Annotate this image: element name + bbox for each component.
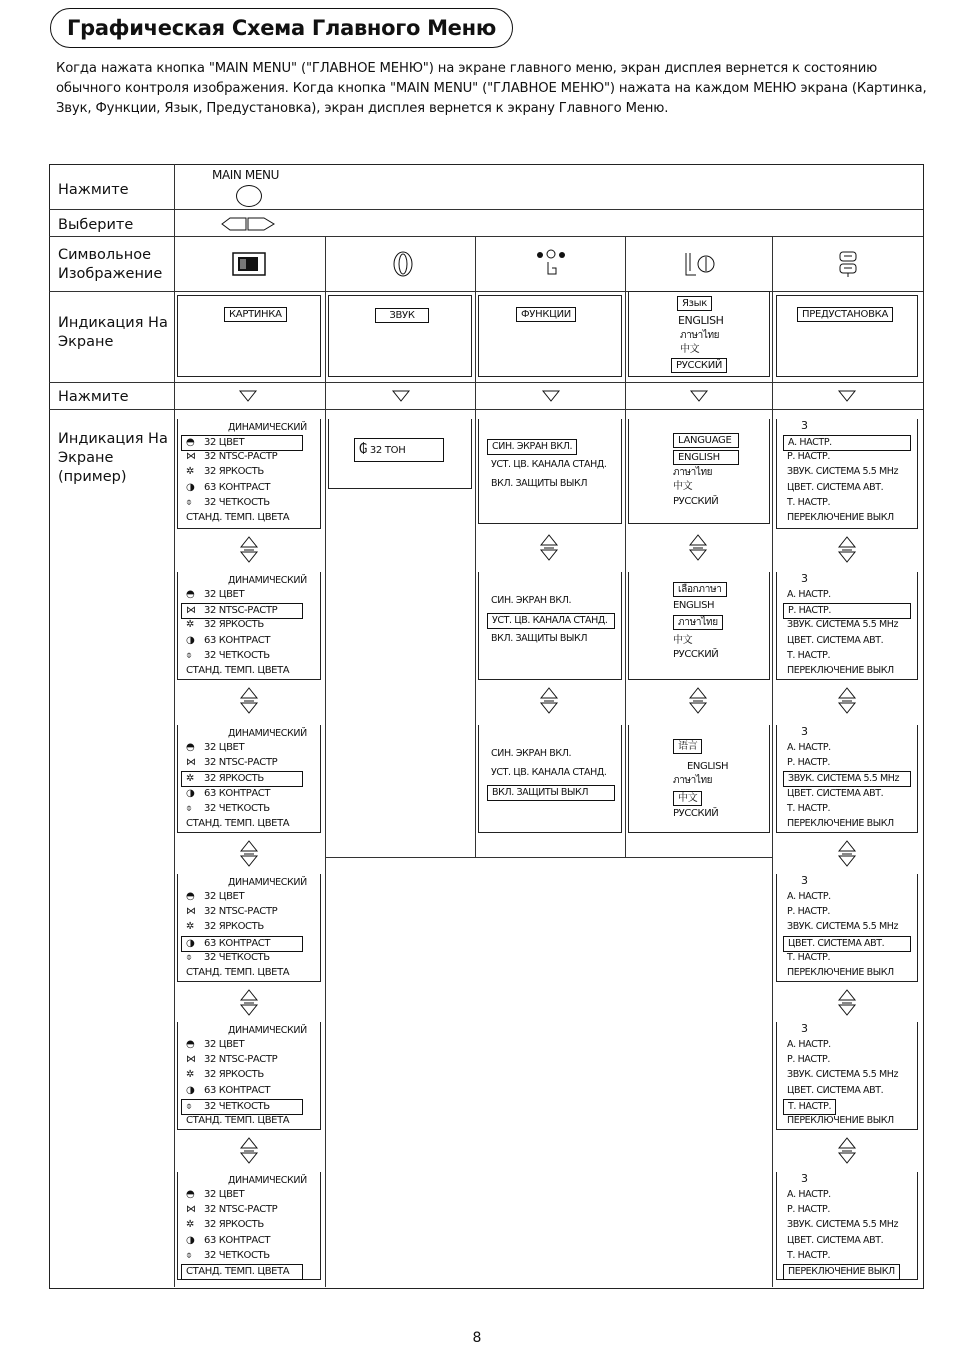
- up-down-arrow-icon[interactable]: [687, 533, 709, 563]
- functions-example-panel: [478, 419, 622, 524]
- picture-item-ntsc[interactable]: [186, 1203, 277, 1217]
- picture-item-ntsc[interactable]: [186, 905, 277, 919]
- brightness-icon: ✲: [186, 466, 194, 478]
- preset-menu-icon: [836, 250, 860, 278]
- preset-example-panel: [776, 1022, 918, 1130]
- preset-item-switch[interactable]: ПЕРЕКЛЮЧЕНИЕ ВЫКЛ: [787, 512, 894, 523]
- sharpness-icon: ⌽: [186, 951, 192, 963]
- picture-item-label: 63 КОНТРАСТ: [204, 1084, 271, 1096]
- preset-item-t[interactable]: Т. НАСТР.: [783, 1099, 836, 1115]
- language-item-russian[interactable]: РУССКИЙ: [673, 808, 719, 819]
- functions-item-prot[interactable]: ВКЛ. ЗАЩИТЫ ВЫКЛ: [487, 785, 615, 801]
- preset-item-sound[interactable]: ЗВУК. СИСТЕМА 5.5 MHz: [787, 1069, 899, 1081]
- language-option-thai[interactable]: ภาษาไทย: [680, 330, 720, 341]
- picture-item-label: 32 ЯРКОСТЬ: [204, 921, 264, 933]
- picture-item-bright[interactable]: [186, 1218, 264, 1232]
- up-down-arrow-icon[interactable]: [238, 988, 260, 1018]
- ntsc-icon: ⋈: [186, 757, 196, 769]
- picture-item-contrast[interactable]: [186, 634, 270, 648]
- down-arrow-icon[interactable]: [689, 389, 709, 403]
- preset-channel-number: 3: [801, 874, 808, 887]
- language-example-panel: [628, 725, 770, 833]
- picture-item-label: 32 ЯРКОСТЬ: [204, 1219, 264, 1231]
- brightness-icon: ✲: [186, 1069, 194, 1081]
- picture-menu-icon: [231, 251, 267, 277]
- row-label-symbol: Символьное Изображение: [58, 247, 163, 282]
- preset-item-sound[interactable]: ЗВУК. СИСТЕМА 5.5 MHz: [783, 771, 911, 787]
- picture-mode: ДИНАМИЧЕСКИЙ: [228, 575, 307, 586]
- preset-item-p[interactable]: Р. НАСТР.: [787, 757, 830, 769]
- up-down-arrow-icon[interactable]: [238, 535, 260, 565]
- onscreen-preset-panel: [776, 295, 918, 377]
- picture-item-label: 63 КОНТРАСТ: [204, 787, 271, 799]
- functions-item-blue[interactable]: СИН. ЭКРАН ВКЛ.: [491, 595, 572, 606]
- preset-item-t[interactable]: Т. НАСТР.: [787, 649, 831, 661]
- up-down-arrow-icon[interactable]: [836, 535, 858, 565]
- picture-item-label: 32 ЦВЕТ: [204, 891, 245, 902]
- picture-item-label: 32 ЧЕТКОСТЬ: [204, 951, 270, 963]
- picture-menu-item[interactable]: КАРТИНКА: [224, 307, 287, 322]
- preset-item-a[interactable]: А. НАСТР.: [787, 891, 831, 902]
- picture-item-label: 32 ЯРКОСТЬ: [204, 466, 264, 478]
- preset-item-p[interactable]: Р. НАСТР.: [783, 603, 911, 619]
- picture-item-bright[interactable]: [186, 920, 264, 934]
- functions-item-chan[interactable]: УСТ. ЦВ. КАНАЛА СТАНД.: [491, 767, 607, 778]
- picture-item-label: СТАНД. ТЕМП. ЦВЕТА: [186, 665, 290, 676]
- language-item-russian[interactable]: РУССКИЙ: [673, 496, 719, 507]
- down-arrow-icon[interactable]: [391, 389, 411, 403]
- picture-item-ntsc[interactable]: [181, 603, 303, 619]
- row-label-onscreen: Индикация На Экране: [58, 315, 168, 350]
- preset-item-t[interactable]: Т. НАСТР.: [787, 951, 831, 963]
- row-divider: [49, 409, 923, 410]
- picture-example-panel: [177, 874, 321, 982]
- functions-item-prot[interactable]: ВКЛ. ЗАЩИТЫ ВЫКЛ: [491, 633, 588, 644]
- preset-channel-number: 3: [801, 419, 808, 432]
- down-arrow-icon[interactable]: [541, 389, 561, 403]
- language-item-thai_title[interactable]: เลือกภาษา: [673, 582, 727, 597]
- color-icon: ◓: [186, 437, 195, 448]
- down-arrow-icon[interactable]: [837, 389, 857, 403]
- sharpness-icon: ⌽: [186, 649, 192, 661]
- language-item-thai[interactable]: ภาษาไทย: [673, 615, 723, 630]
- col-divider: [174, 164, 175, 1287]
- preset-item-switch[interactable]: ПЕРЕКЛЮЧЕНИЕ ВЫКЛ: [787, 1115, 894, 1126]
- picture-item-label: СТАНД. ТЕМП. ЦВЕТА: [186, 1266, 290, 1277]
- onscreen-picture-panel: [177, 295, 321, 377]
- picture-item-color[interactable]: [186, 890, 244, 904]
- color-icon: ◓: [186, 891, 195, 902]
- color-icon: ◓: [186, 742, 195, 753]
- functions-menu-icon: [535, 248, 567, 280]
- language-menu-icon: [682, 249, 718, 279]
- picture-item-label: 32 ЯРКОСТЬ: [204, 1069, 264, 1081]
- picture-item-color[interactable]: [186, 1188, 244, 1202]
- picture-item-contrast[interactable]: [181, 936, 303, 952]
- picture-item-label: 32 NTSC-РАСТР: [204, 757, 278, 769]
- left-right-select-icon[interactable]: [218, 216, 280, 232]
- up-down-arrow-icon[interactable]: [687, 686, 709, 716]
- picture-mode: ДИНАМИЧЕСКИЙ: [228, 1175, 307, 1186]
- up-down-arrow-icon[interactable]: [238, 839, 260, 869]
- up-down-arrow-icon[interactable]: [238, 686, 260, 716]
- functions-item-chan[interactable]: УСТ. ЦВ. КАНАЛА СТАНД.: [491, 459, 607, 470]
- onscreen-sound-panel: [328, 295, 472, 377]
- picture-item-temp[interactable]: [186, 1114, 289, 1128]
- picture-item-label: 32 NTSC-РАСТР: [204, 1054, 278, 1066]
- language-option-russian[interactable]: РУССКИЙ: [671, 358, 727, 373]
- main-menu-label: MAIN MENU: [212, 168, 279, 182]
- language-item-english[interactable]: ENGLISH: [673, 450, 739, 465]
- preset-item-a[interactable]: А. НАСТР.: [787, 589, 831, 600]
- contrast-icon: ◑: [186, 634, 195, 646]
- ntsc-icon: ⋈: [186, 1204, 196, 1216]
- picture-item-color[interactable]: [186, 588, 244, 602]
- picture-mode: ДИНАМИЧЕСКИЙ: [228, 1025, 307, 1036]
- picture-item-label: СТАНД. ТЕМП. ЦВЕТА: [186, 1115, 290, 1126]
- picture-item-label: 32 NTSC-РАСТР: [204, 906, 278, 918]
- picture-item-label: 32 ЧЕТКОСТЬ: [204, 802, 270, 814]
- preset-channel-number: 3: [801, 1022, 808, 1035]
- picture-item-label: 32 ЯРКОСТЬ: [204, 619, 264, 631]
- contrast-icon: ◑: [186, 787, 195, 799]
- down-arrow-icon[interactable]: [238, 389, 258, 403]
- picture-item-sharp[interactable]: [186, 802, 270, 816]
- onscreen-language-panel: [628, 291, 770, 377]
- col-divider: [625, 236, 626, 857]
- row-divider: [49, 236, 923, 237]
- sharpness-icon: ⌽: [186, 1249, 192, 1261]
- row-divider: [325, 857, 772, 858]
- preset-item-sound[interactable]: ЗВУК. СИСТЕМА 5.5 MHz: [787, 1219, 899, 1231]
- ntsc-icon: ⋈: [186, 605, 196, 617]
- preset-example-panel: [776, 1172, 918, 1280]
- col-divider: [325, 236, 326, 857]
- functions-example-panel: [478, 725, 622, 833]
- language-item-chinese_title[interactable]: 语言: [673, 739, 702, 754]
- preset-item-switch[interactable]: ПЕРЕКЛЮЧЕНИЕ ВЫКЛ: [787, 665, 894, 676]
- functions-item-chan[interactable]: УСТ. ЦВ. КАНАЛА СТАНД.: [487, 613, 615, 629]
- picture-example-panel: [177, 1172, 321, 1280]
- preset-item-sound[interactable]: ЗВУК. СИСТЕМА 5.5 MHz: [787, 619, 899, 631]
- preset-item-color[interactable]: ЦВЕТ. СИСТЕМА АВТ.: [787, 634, 884, 646]
- picture-item-label: 63 КОНТРАСТ: [204, 634, 271, 646]
- preset-menu-item[interactable]: ПРЕДУСТАНОВКА: [797, 307, 893, 322]
- preset-channel-number: 3: [801, 1172, 808, 1185]
- picture-item-label: 32 ЧЕТКОСТЬ: [204, 496, 270, 508]
- contrast-icon: ◑: [186, 937, 195, 949]
- preset-example-panel: [776, 725, 918, 833]
- picture-mode: ДИНАМИЧЕСКИЙ: [228, 728, 307, 739]
- picture-item-temp[interactable]: [186, 664, 289, 678]
- picture-example-panel: [177, 419, 321, 529]
- preset-item-sound[interactable]: ЗВУК. СИСТЕМА 5.5 MHz: [787, 921, 899, 933]
- sound-menu-item[interactable]: ЗВУК: [375, 308, 429, 323]
- picture-item-label: 32 ЦВЕТ: [204, 1039, 245, 1050]
- brightness-icon: ✲: [186, 1219, 194, 1231]
- tone-item[interactable]: [354, 438, 444, 462]
- tone-label: 32 ТОН: [369, 445, 406, 456]
- picture-item-sharp[interactable]: [186, 951, 270, 965]
- row-divider: [49, 382, 923, 383]
- language-example-panel: [628, 419, 770, 524]
- picture-item-sharp[interactable]: [186, 496, 270, 510]
- onscreen-functions-panel: [478, 295, 622, 377]
- main-menu-button-icon[interactable]: [236, 185, 262, 207]
- preset-item-switch[interactable]: ПЕРЕКЛЮЧЕНИЕ ВЫКЛ: [787, 818, 894, 829]
- picture-item-contrast[interactable]: [186, 481, 270, 495]
- preset-item-t[interactable]: Т. НАСТР.: [787, 802, 831, 814]
- picture-item-sharp[interactable]: [186, 1249, 270, 1263]
- page-title: Графическая Схема Главного Меню: [50, 8, 513, 48]
- up-down-arrow-icon[interactable]: [836, 988, 858, 1018]
- preset-item-t[interactable]: Т. НАСТР.: [787, 496, 831, 508]
- sharpness-icon: ⌽: [186, 1100, 192, 1112]
- picture-item-label: 32 ЧЕТКОСТЬ: [204, 1100, 270, 1112]
- preset-item-color[interactable]: ЦВЕТ. СИСТЕМА АВТ.: [787, 1234, 884, 1246]
- picture-item-label: 32 ЦВЕТ: [204, 589, 245, 600]
- sound-menu-icon: [391, 250, 415, 278]
- functions-item-prot[interactable]: ВКЛ. ЗАЩИТЫ ВЫКЛ: [491, 478, 588, 489]
- functions-item-blue[interactable]: СИН. ЭКРАН ВКЛ.: [491, 748, 572, 759]
- brightness-icon: ✲: [186, 921, 194, 933]
- picture-item-label: СТАНД. ТЕМП. ЦВЕТА: [186, 512, 290, 523]
- picture-item-temp[interactable]: [186, 966, 289, 980]
- picture-item-bright[interactable]: [186, 465, 264, 479]
- preset-item-switch[interactable]: ПЕРЕКЛЮЧЕНИЕ ВЫКЛ: [783, 1264, 900, 1280]
- language-item-chinese[interactable]: 中文: [673, 635, 693, 646]
- up-down-arrow-icon[interactable]: [538, 533, 560, 563]
- picture-item-label: 32 NTSC-РАСТР: [204, 1204, 278, 1216]
- sound-example-panel: [328, 419, 472, 489]
- picture-item-label: 32 ЦВЕТ: [204, 437, 245, 448]
- picture-example-panel: [177, 1022, 321, 1130]
- picture-item-label: 63 КОНТРАСТ: [204, 1234, 271, 1246]
- contrast-icon: ◑: [186, 481, 195, 493]
- color-icon: ◓: [186, 1039, 195, 1050]
- picture-item-label: 32 ЧЕТКОСТЬ: [204, 649, 270, 661]
- language-item-thai[interactable]: ภาษาไทย: [673, 467, 713, 478]
- up-down-arrow-icon[interactable]: [836, 1136, 858, 1166]
- preset-item-t[interactable]: Т. НАСТР.: [787, 1249, 831, 1261]
- picture-item-label: 32 ЦВЕТ: [204, 742, 245, 753]
- col-divider: [772, 236, 773, 1287]
- brightness-icon: ✲: [186, 773, 194, 785]
- picture-item-contrast[interactable]: [186, 787, 270, 801]
- ntsc-icon: ⋈: [186, 451, 196, 463]
- page-number: 8: [472, 1330, 482, 1346]
- up-down-arrow-icon[interactable]: [238, 1136, 260, 1166]
- preset-item-color[interactable]: ЦВЕТ. СИСТЕМА АВТ.: [783, 936, 911, 952]
- preset-item-p[interactable]: Р. НАСТР.: [787, 451, 830, 463]
- row-divider: [49, 291, 923, 292]
- language-example-panel: [628, 572, 770, 680]
- language-title: Язык: [677, 296, 712, 311]
- picture-example-panel: [177, 572, 321, 680]
- picture-item-color[interactable]: [186, 1038, 244, 1052]
- intro-text: Когда нажата кнопка "MAIN MENU" ("ГЛАВНОЕ МЕНЮ") на экране главного меню, экран дисплея вернется к состоянию обычного контроля изображения. Когда кнопка "MAIN MENU" ("ГЛАВНОЕ МЕНЮ") нажата на каждом МЕНЮ экрана (Картинка, Звук, Функции, Язык, Предустановка), экран дисплея вернется к экрану Главного Меню.: [56, 61, 927, 116]
- picture-item-label: 32 ЦВЕТ: [204, 1189, 245, 1200]
- preset-item-color[interactable]: ЦВЕТ. СИСТЕМА АВТ.: [787, 1084, 884, 1096]
- picture-item-color[interactable]: [186, 741, 244, 755]
- picture-item-bright[interactable]: [186, 1068, 264, 1082]
- picture-item-label: 32 NTSC-РАСТР: [204, 605, 278, 617]
- preset-item-switch[interactable]: ПЕРЕКЛЮЧЕНИЕ ВЫКЛ: [787, 967, 894, 978]
- contrast-icon: ◑: [186, 1234, 195, 1246]
- row-label-press: Нажмите: [58, 182, 129, 198]
- up-down-arrow-icon[interactable]: [538, 686, 560, 716]
- sharpness-icon: ⌽: [186, 802, 192, 814]
- brightness-icon: ✲: [186, 619, 194, 631]
- preset-item-a[interactable]: А. НАСТР.: [787, 1189, 831, 1200]
- col-divider: [325, 857, 326, 1287]
- col-divider: [475, 236, 476, 857]
- up-down-arrow-icon[interactable]: [836, 686, 858, 716]
- preset-item-p[interactable]: Р. НАСТР.: [787, 1054, 830, 1066]
- row-label-press-2: Нажмите: [58, 389, 129, 405]
- picture-mode: ДИНАМИЧЕСКИЙ: [228, 422, 307, 433]
- preset-example-panel: [776, 419, 918, 529]
- color-icon: ◓: [186, 1189, 195, 1200]
- ntsc-icon: ⋈: [186, 906, 196, 918]
- picture-item-contrast[interactable]: [186, 1234, 270, 1248]
- picture-item-ntsc[interactable]: [186, 756, 277, 770]
- color-icon: ◓: [186, 589, 195, 600]
- language-item-english[interactable]: ENGLISH: [687, 761, 729, 772]
- language-option-chinese[interactable]: 中文: [680, 344, 700, 355]
- up-down-arrow-icon[interactable]: [836, 839, 858, 869]
- picture-item-temp[interactable]: [186, 511, 289, 525]
- picture-item-ntsc[interactable]: [186, 1053, 277, 1067]
- tone-icon: ₲: [359, 442, 367, 457]
- picture-item-label: 32 ЧЕТКОСТЬ: [204, 1249, 270, 1261]
- preset-item-color[interactable]: ЦВЕТ. СИСТЕМА АВТ.: [787, 481, 884, 493]
- picture-mode: ДИНАМИЧЕСКИЙ: [228, 877, 307, 888]
- picture-item-label: 32 ЯРКОСТЬ: [204, 773, 264, 785]
- picture-item-sharp[interactable]: [186, 649, 270, 663]
- preset-item-a[interactable]: А. НАСТР.: [787, 742, 831, 753]
- language-item-russian[interactable]: РУССКИЙ: [673, 649, 719, 660]
- language-option-english[interactable]: ENGLISH: [678, 314, 724, 327]
- preset-channel-number: 3: [801, 725, 808, 738]
- sharpness-icon: ⌽: [186, 496, 192, 508]
- picture-item-label: 63 КОНТРАСТ: [204, 481, 271, 493]
- preset-example-panel: [776, 572, 918, 680]
- language-item-english[interactable]: ENGLISH: [673, 600, 715, 611]
- functions-menu-item[interactable]: ФУНКЦИИ: [516, 307, 576, 322]
- picture-item-ntsc[interactable]: [186, 450, 277, 464]
- contrast-icon: ◑: [186, 1084, 195, 1096]
- ntsc-icon: ⋈: [186, 1054, 196, 1066]
- preset-item-p[interactable]: Р. НАСТР.: [787, 906, 830, 918]
- preset-item-p[interactable]: Р. НАСТР.: [787, 1204, 830, 1216]
- preset-item-a[interactable]: А. НАСТР.: [787, 1039, 831, 1050]
- picture-item-sharp[interactable]: [181, 1099, 303, 1115]
- picture-item-label: 32 NTSC-РАСТР: [204, 451, 278, 463]
- picture-item-temp[interactable]: [186, 817, 289, 831]
- functions-item-blue[interactable]: СИН. ЭКРАН ВКЛ.: [487, 439, 577, 455]
- picture-item-label: СТАНД. ТЕМП. ЦВЕТА: [186, 818, 290, 829]
- language-item-language[interactable]: LANGUAGE: [673, 433, 739, 448]
- language-item-chinese[interactable]: 中文: [673, 791, 702, 806]
- picture-item-bright[interactable]: [181, 771, 303, 787]
- language-item-thai[interactable]: ภาษาไทย: [673, 775, 713, 786]
- picture-item-temp[interactable]: [181, 1264, 303, 1280]
- row-label-example: Индикация На Экране (пример): [58, 431, 168, 485]
- preset-item-a[interactable]: А. НАСТР.: [783, 435, 911, 451]
- functions-example-panel: [478, 572, 622, 680]
- row-divider: [49, 209, 923, 210]
- picture-item-label: 63 КОНТРАСТ: [204, 937, 271, 949]
- picture-item-bright[interactable]: [186, 618, 264, 632]
- picture-item-color[interactable]: [181, 435, 303, 451]
- preset-item-color[interactable]: ЦВЕТ. СИСТЕМА АВТ.: [787, 787, 884, 799]
- picture-item-label: СТАНД. ТЕМП. ЦВЕТА: [186, 967, 290, 978]
- row-label-select: Выберите: [58, 217, 134, 233]
- picture-example-panel: [177, 725, 321, 833]
- picture-item-contrast[interactable]: [186, 1084, 270, 1098]
- language-item-chinese[interactable]: 中文: [673, 481, 693, 492]
- preset-channel-number: 3: [801, 572, 808, 585]
- preset-example-panel: [776, 874, 918, 982]
- preset-item-sound[interactable]: ЗВУК. СИСТЕМА 5.5 MHz: [787, 466, 899, 478]
